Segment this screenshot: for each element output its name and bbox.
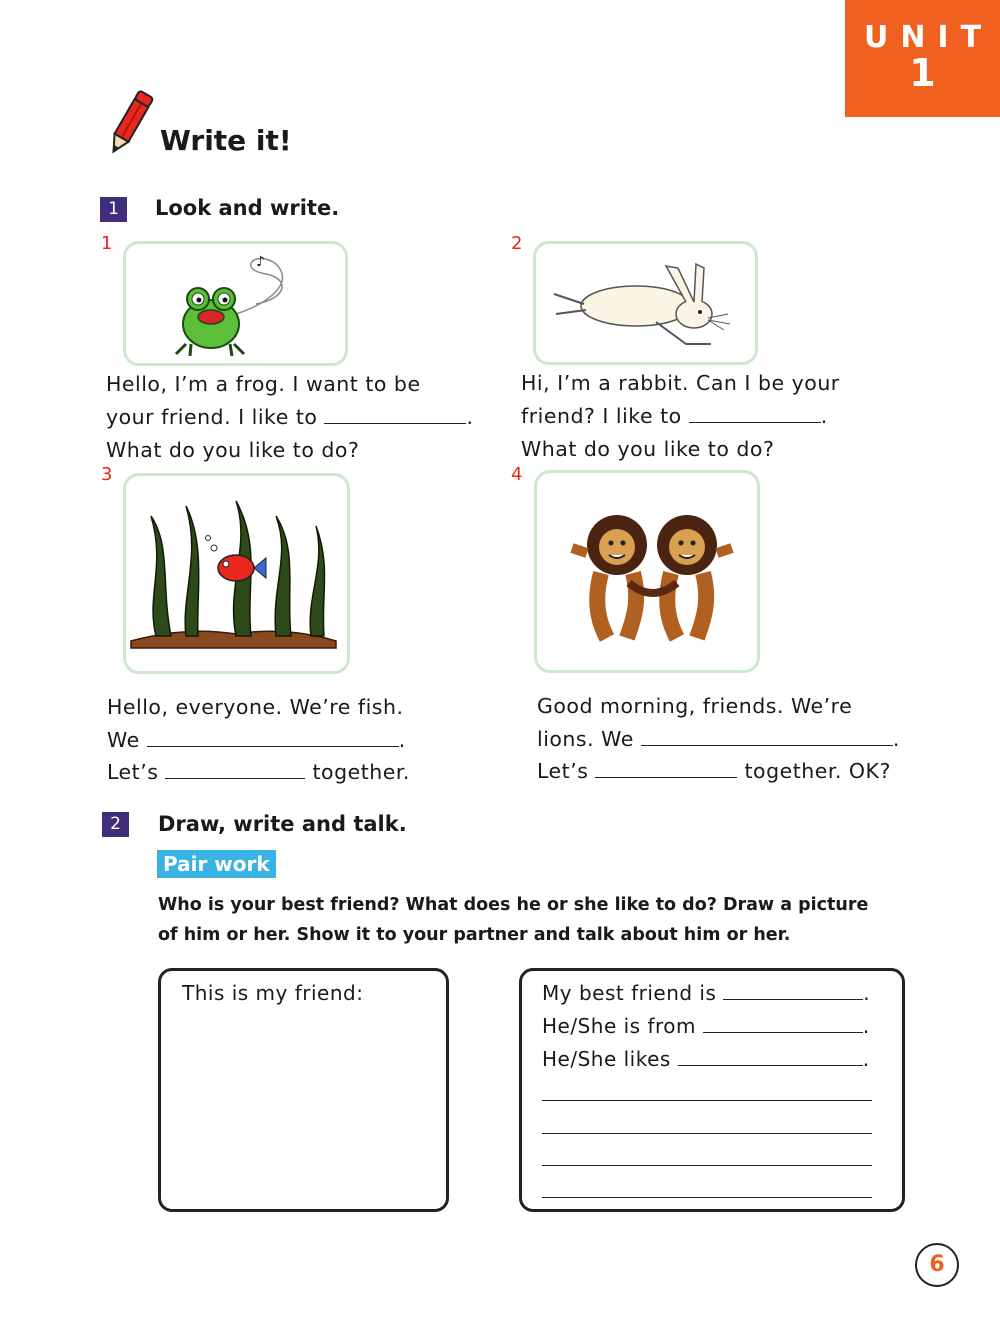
writing-blank-line[interactable] (542, 1165, 872, 1166)
pair-work-badge: Pair work (157, 850, 276, 878)
best-friend-blank[interactable] (723, 981, 863, 1000)
item-3-line-2: We . (107, 728, 406, 752)
svg-text:♪: ♪ (256, 254, 265, 270)
item-2-line-1: Hi, I’m a rabbit. Can I be your (521, 371, 840, 395)
item-3-number: 3 (101, 464, 113, 485)
item-2-line-3: What do you like to do? (521, 437, 775, 461)
item-3-blank-2[interactable] (165, 760, 305, 779)
rabbit-illustration (536, 244, 755, 362)
item-1-line-1: Hello, I’m a frog. I want to be (106, 372, 421, 396)
drawing-box-label: This is my friend: (182, 981, 364, 1005)
lions-picture-frame (534, 470, 760, 673)
writing-blank-line[interactable] (542, 1197, 872, 1198)
writing-blank-line[interactable] (542, 1133, 872, 1134)
fish-picture-frame (123, 473, 350, 674)
from-blank[interactable] (703, 1014, 863, 1033)
item-4-blank-2[interactable] (595, 759, 737, 778)
section-2-title: Draw, write and talk. (158, 812, 407, 836)
item-1-line-3: What do you like to do? (106, 438, 360, 462)
item-4-number: 4 (511, 464, 523, 485)
writing-line-3: He/She likes . (542, 1047, 870, 1071)
writing-box (519, 968, 905, 1212)
lions-illustration (537, 473, 757, 670)
item-4-blank-1[interactable] (641, 727, 893, 746)
section-2-number: 2 (102, 812, 129, 837)
page-title: Write it! (160, 124, 292, 157)
item-4-line-2: lions. We . (537, 727, 900, 751)
writing-blank-line[interactable] (542, 1100, 872, 1101)
drawing-box[interactable] (158, 968, 449, 1212)
section-1-number: 1 (100, 197, 127, 222)
instruction-line-1: Who is your best friend? What does he or she like to do? Draw a picture (158, 895, 869, 915)
item-1-line-2: your friend. I like to . (106, 405, 474, 429)
item-3-line-3: Let’s together. (107, 760, 410, 784)
frog-illustration (126, 244, 345, 363)
section-1-title: Look and write. (155, 196, 340, 220)
instruction-line-2: of him or her. Show it to your partner and talk about him or her. (158, 925, 791, 945)
item-2-number: 2 (511, 233, 523, 254)
likes-blank[interactable] (678, 1047, 863, 1066)
unit-number: 1 (909, 51, 936, 95)
pencil-icon (102, 86, 158, 160)
item-4-line-1: Good morning, friends. We’re (537, 694, 853, 718)
item-3-blank-1[interactable] (147, 728, 399, 747)
item-3-line-1: Hello, everyone. We’re fish. (107, 695, 404, 719)
writing-line-2: He/She is from . (542, 1014, 870, 1038)
frog-picture-frame (123, 241, 348, 366)
unit-tab (845, 0, 1000, 117)
rabbit-picture-frame (533, 241, 758, 365)
writing-line-1: My best friend is . (542, 981, 871, 1005)
item-1-blank[interactable] (324, 405, 466, 424)
item-2-line-2: friend? I like to . (521, 404, 828, 428)
page-number: 6 (915, 1243, 959, 1287)
item-2-blank[interactable] (689, 404, 821, 423)
unit-label: UNIT (863, 20, 994, 55)
fish-illustration (126, 476, 347, 671)
item-4-line-3: Let’s together. OK? (537, 759, 891, 783)
item-1-number: 1 (101, 233, 113, 254)
